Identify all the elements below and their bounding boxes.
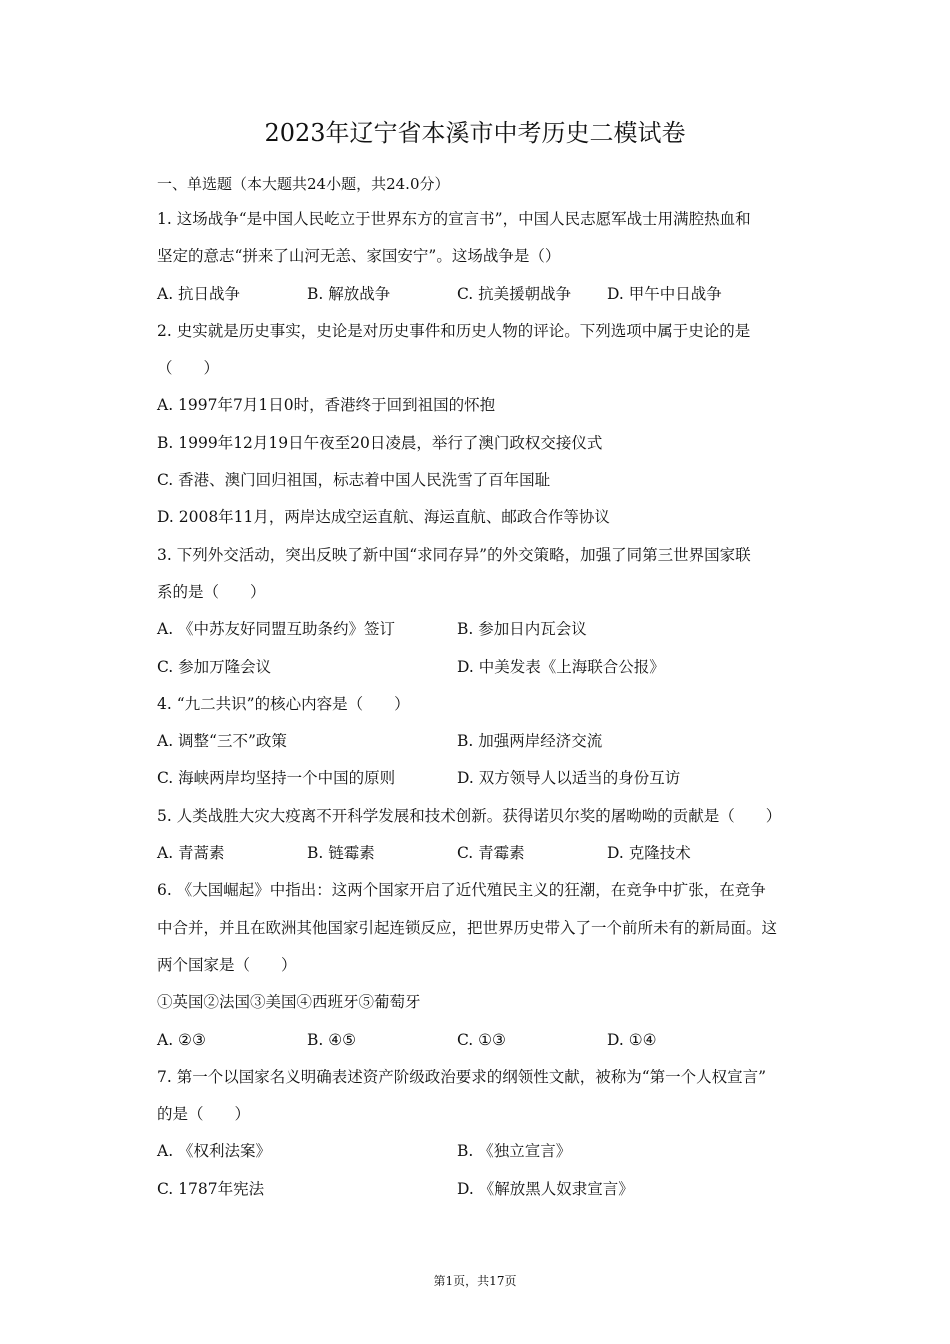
question-6-option-b: B. ④⑤ — [307, 1030, 357, 1049]
question-2-option-d: D. 2008年11月，两岸达成空运直航、海运直航、邮政合作等协议 — [157, 508, 610, 527]
question-4-option-c: C. 海峡两岸均坚持一个中国的原则 — [157, 769, 396, 788]
question-7-stem-line-2: 的是（ ） — [157, 1105, 251, 1124]
question-3-option-c: C. 参加万隆会议 — [157, 657, 272, 676]
page-title: 2023年辽宁省本溪市中考历史二模试卷 — [264, 119, 686, 147]
question-4-options-row-1 — [157, 728, 827, 765]
question-6-stem-line-3: 两个国家是（ ） — [157, 955, 297, 974]
question-3-option-a: A. 《中苏友好同盟互助条约》签订 — [157, 620, 396, 639]
question-6-stem-line-4: ①英国②法国③美国④西班牙⑤葡萄牙 — [157, 993, 421, 1012]
section-heading: 一、单选题（本大题共24小题，共24.0分） — [157, 175, 450, 193]
question-4-option-d: D. 双方领导人以适当的身份互访 — [457, 769, 681, 788]
question-7-option-a: A. 《权利法案》 — [157, 1142, 272, 1161]
question-7-option-d: D. 《解放黑人奴隶宣言》 — [457, 1179, 634, 1198]
question-2-option-c: C. 香港、澳门回归祖国，标志着中国人民洗雪了百年国耻 — [157, 471, 551, 490]
question-6-option-a: A. ②③ — [157, 1030, 206, 1049]
question-7-option-c: C. 1787年宪法 — [157, 1179, 265, 1198]
question-7-options-row-2 — [157, 1176, 827, 1213]
question-1-stem-line-1: 1. 这场战争“是中国人民屹立于世界东方的宣言书”，中国人民志愿军战士用满腔热血和 — [157, 210, 751, 228]
question-1-option-c: C. 抗美援朝战争 — [457, 284, 572, 303]
question-1-options — [157, 281, 827, 318]
question-6-stem-line-2: 中合并，并且在欧洲其他国家引起连锁反应，把世界历史带入了一个前所未有的新局面。这 — [157, 918, 778, 937]
question-3-options-row-2 — [157, 654, 827, 691]
question-6-stem-line-1: 6. 《大国崛起》中指出：这两个国家开启了近代殖民主义的狂潮，在竞争中扩张，在竞争 — [157, 881, 766, 900]
question-3-options-row-1 — [157, 616, 827, 653]
question-7-options-row-1 — [157, 1138, 827, 1175]
question-list — [157, 206, 827, 1213]
question-1-option-b: B. 解放战争 — [307, 284, 391, 303]
question-1-option-d: D. 甲午中日战争 — [607, 284, 722, 303]
question-4-stem-line-1: 4. “九二共识”的核心内容是（ ） — [157, 694, 410, 713]
question-2-stem-line-1: 2. 史实就是历史事实，史论是对历史事件和历史人物的评论。下列选项中属于史论的是 — [157, 321, 751, 340]
question-2-stem-line-2: （ ） — [157, 359, 220, 378]
question-5-option-b: B. 链霉素 — [307, 844, 375, 863]
question-3-option-b: B. 参加日内瓦会议 — [457, 620, 587, 639]
question-1-stem-line-2: 坚定的意志“拼来了山河无恙、家国安宁”。这场战争是（） — [157, 247, 561, 266]
question-2-option-a: A. 1997年7月1日0时，香港终于回到祖国的怀抱 — [157, 396, 496, 415]
question-1-option-a: A. 抗日战争 — [157, 284, 241, 303]
question-6-option-c: C. ①③ — [457, 1030, 506, 1049]
question-5-option-d: D. 克隆技术 — [607, 844, 691, 863]
question-5-stem-line-1: 5. 人类战胜大灾大疫离不开科学发展和技术创新。获得诺贝尔奖的屠呦呦的贡献是（ ） — [157, 806, 782, 825]
question-5-option-a: A. 青蒿素 — [157, 844, 225, 863]
question-7-stem-line-1: 7. 第一个以国家名义明确表述资产阶级政治要求的纲领性文献，被称为“第一个人权宣言” — [157, 1067, 767, 1086]
question-3-stem-line-1: 3. 下列外交活动，突出反映了新中国“求同存异”的外交策略，加强了同第三世界国家联 — [157, 545, 751, 564]
question-7-option-b: B. 《独立宣言》 — [457, 1142, 572, 1161]
page-footer: 第1页，共17页 — [433, 1274, 517, 1288]
question-2-option-b: B. 1999年12月19日午夜至20日凌晨，举行了澳门政权交接仪式 — [157, 433, 603, 452]
question-4-options-row-2 — [157, 765, 827, 802]
question-3-option-d: D. 中美发表《上海联合公报》 — [457, 657, 665, 676]
question-6-options — [157, 1027, 827, 1064]
question-3-stem-line-2: 系的是（ ） — [157, 582, 266, 601]
question-5-option-c: C. 青霉素 — [457, 844, 525, 863]
question-4-option-a: A. 调整“三不”政策 — [157, 732, 287, 751]
question-4-option-b: B. 加强两岸经济交流 — [457, 732, 603, 751]
question-6-option-d: D. ①④ — [607, 1030, 657, 1049]
question-5-options — [157, 840, 827, 877]
